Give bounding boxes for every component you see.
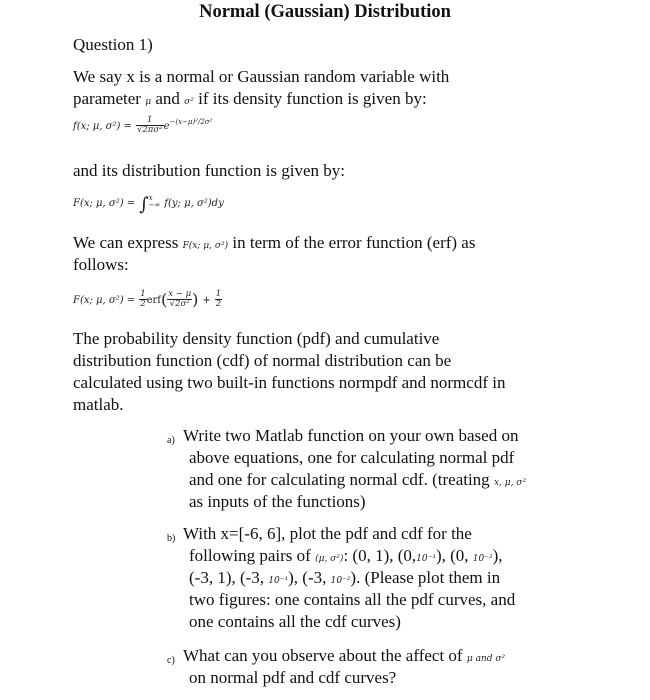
paragraph-line-2: distribution function (cdf) of normal distribution can be: [73, 351, 452, 370]
sigma2-symbol: σ²: [184, 97, 194, 107]
cdf-formula: F(x; μ, σ²) = ∫ x −∞ f(y; μ, σ²)dy: [73, 194, 224, 215]
question-label: Question 1): [73, 35, 153, 54]
page-title: Normal (Gaussian) Distribution: [199, 2, 451, 22]
erf-intro-line-2: follows:: [73, 255, 129, 274]
integral-sign: ∫: [139, 194, 149, 215]
intro-line-2: parameter μ and σ² if its density function is given by:: [73, 89, 427, 108]
paragraph-line-4: matlab.: [73, 395, 124, 414]
pdf-formula: f(x; μ, σ²) = $\frac{1}{\text{√2πσ²}}$ $e^{-(x-\mu)^2/2\sigma^2}$: [73, 115, 213, 135]
list-marker: c): [167, 655, 175, 666]
list-marker: a): [167, 435, 175, 446]
mu-symbol: μ: [145, 97, 152, 107]
paragraph-line-1: The probability density function (pdf) and cumulative: [73, 329, 440, 348]
cdf-intro: and its distribution function is given by:: [73, 161, 345, 180]
list-marker: b): [167, 533, 176, 544]
paragraph-line-3: calculated using two built-in functions normpdf and normcdf in: [73, 373, 506, 392]
intro-line-1: We say x is a normal or Gaussian random variable with: [73, 67, 450, 86]
erf-formula: F(x; μ, σ²) = $\frac{1}{2}$ erf( $\frac{x - \mu}{\text{√2σ²}}$ ) + $\frac{1}{2}$: [73, 289, 222, 309]
erf-intro-line-1: We can express F(x; μ, σ²) in term of the error function (erf) as: [73, 233, 476, 252]
